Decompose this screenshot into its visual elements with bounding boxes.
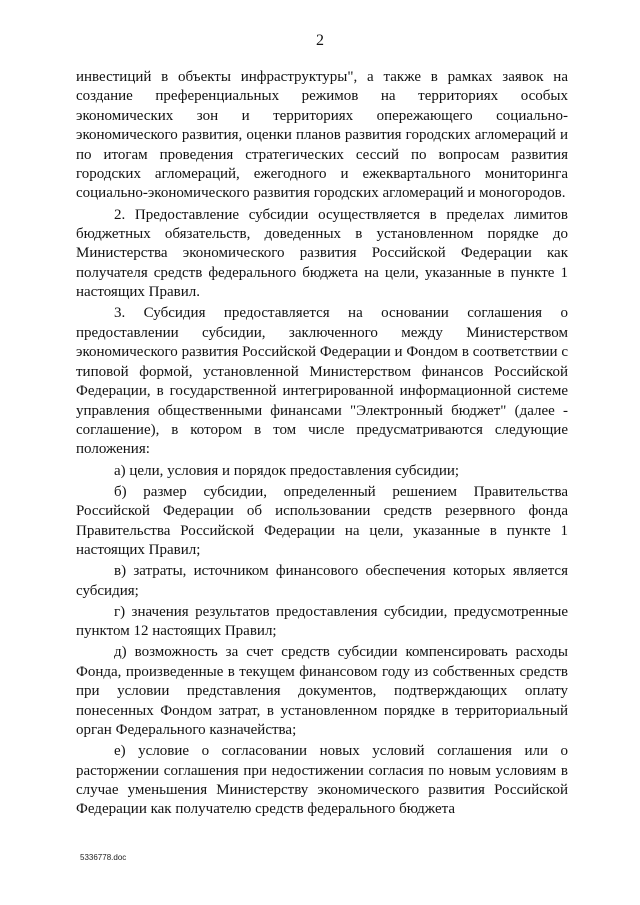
paragraph-item-3: 3. Субсидия предоставляется на основании соглашения о предоставлении субсидии, заключенного между Министерством экономического развития Российской Федерации и Фондом в соответствии с типовой формой, установленной Министерством финансов Российской Федерации, в государственной интегрированной информационной системе управления общественными финансами "Электронный бюджет" (далее - соглашение), в котором в том числе предусматриваются следующие положения: <box>76 305 568 458</box>
subitem-a: а) цели, условия и порядок предоставления субсидии; <box>114 462 460 479</box>
document-body <box>76 68 568 820</box>
subitem-e: е) условие о согласовании новых условий соглашения или о расторжении соглашения при недостижении согласия по новым условиям в случае уменьшения Министерству экономического развития Российской Федерации как получателю средств федерального бюджета <box>76 743 568 818</box>
subitem-g: г) значения результатов предоставления субсидии, предусмотренные пунктом 12 настоящих Правил; <box>76 603 568 640</box>
page-number: 2 <box>316 32 324 49</box>
paragraph-continuation: инвестиций в объекты инфраструктуры", а также в рамках заявок на создание преференциальных режимов на территориях особых экономических зон и территориях опережающего социально-экономического развития, оценки планов развития городских агломераций и по итогам проведения стратегических сессий по вопросам развития городских агломераций, ежегодного и ежеквартального мониторинга социально-экономического развития городских агломераций и моногородов. <box>76 69 568 202</box>
paragraph-item-2: 2. Предоставление субсидии осуществляется в пределах лимитов бюджетных обязательств, доведенных в установленном порядке до Министерства экономического развития Российской Федерации как получателя средств федерального бюджета на цели, указанные в пункте 1 настоящих Правил. <box>76 206 568 301</box>
subitem-v: в) затраты, источником финансового обеспечения которых является субсидия; <box>76 563 568 599</box>
footer-filename: 5336778.doc <box>80 853 127 862</box>
subitem-d: д) возможность за счет средств субсидии компенсировать расходы Фонда, произведенные в текущем финансовом году из собственных средств при условии представления документов, подтверждающих оплату понесенных Фондом затрат, в установленном порядке в территориальный орган Федерального казначейства; <box>76 644 568 738</box>
subitem-b: б) размер субсидии, определенный решением Правительства Российской Федерации об использовании средств резервного фонда Правительства Российской Федерации на цели, указанные в пункте 1 настоящих Правил; <box>76 483 568 558</box>
